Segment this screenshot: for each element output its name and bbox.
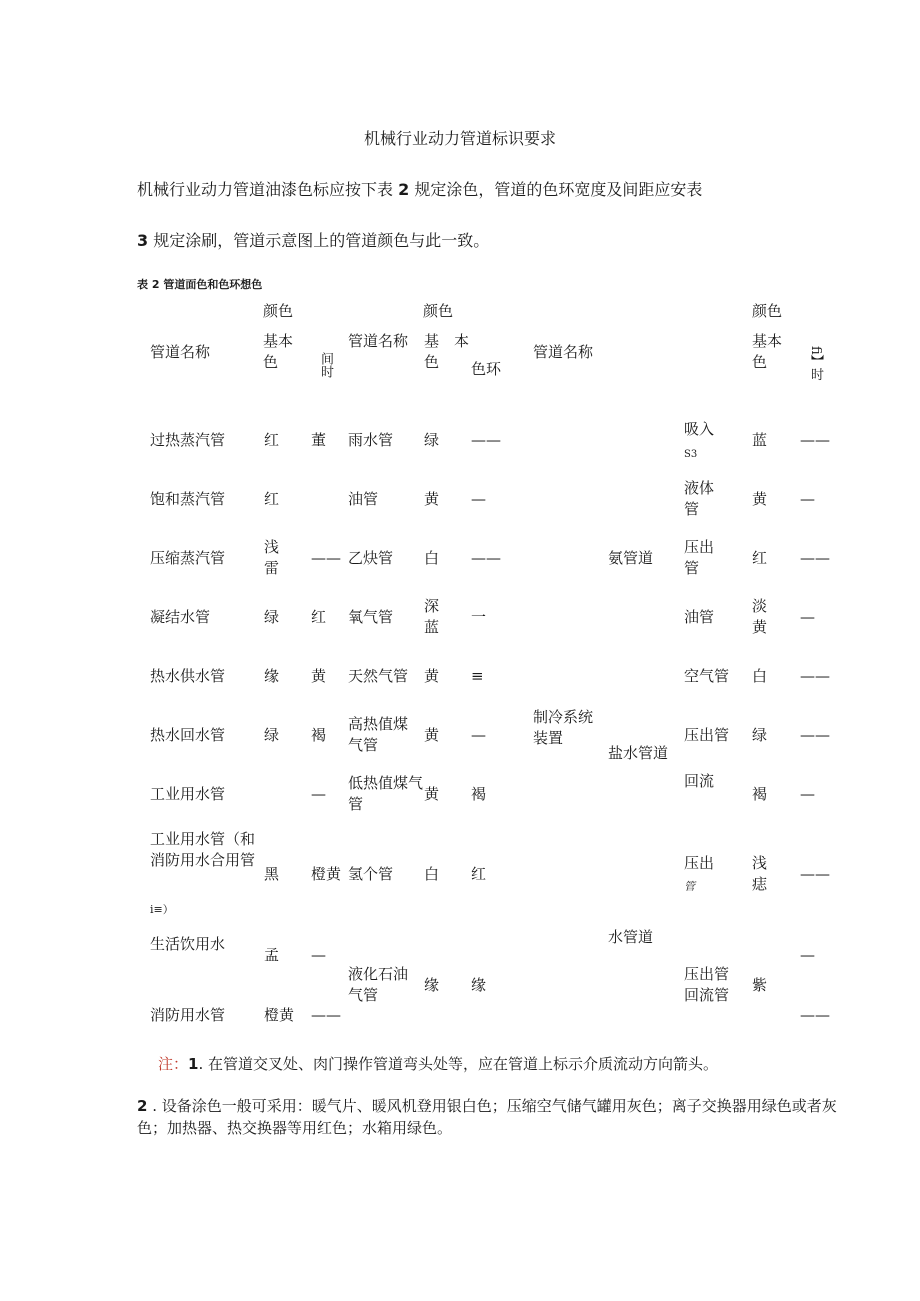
c3-r8-sub: 管 [684, 880, 695, 893]
c1-r1-base: 红 [264, 431, 280, 449]
intro-line-2 [137, 228, 489, 251]
c2-r1-ring: —— [471, 431, 501, 449]
header-name-2: 管道名称 [348, 332, 409, 350]
header-ring-2: 色环 [471, 360, 502, 378]
c3-r1-name: 吸入 [684, 420, 715, 438]
c2-r5-ring: ≡ [471, 667, 484, 685]
c1-r1-name: 过热蒸汽管 [150, 431, 226, 449]
c2-r3-name: 乙炔管 [348, 549, 394, 567]
c3-r6-name: 压出管 [684, 726, 730, 744]
header-base-1: 基本色 [263, 332, 294, 371]
c1-r6-name: 热水回水管 [150, 726, 226, 744]
c3-r2-ring: — [800, 490, 815, 508]
c3-r5-ring: —— [800, 667, 830, 685]
c3-r3-ring: —— [800, 549, 830, 567]
c1-r4-name: 凝结水管 [150, 608, 211, 626]
note-2 [137, 1095, 837, 1139]
c3-r5-base: 白 [752, 667, 768, 685]
header-color-2: 颜色 [423, 302, 454, 320]
c1-r7-ring: — [311, 785, 326, 803]
c2-r8-base: 白 [424, 865, 440, 883]
c2-r2-ring: — [471, 490, 486, 508]
c3-r4-name: 油管 [684, 608, 715, 626]
c1-r3-name: 压缩蒸汽管 [150, 549, 226, 567]
c2-r4-base: 深蓝 [424, 597, 440, 636]
header-base-2a: 基 [424, 332, 440, 350]
c1-r10-ring: —— [311, 1006, 341, 1024]
c1-r5-ring: 黄 [311, 667, 327, 685]
c1-r10-name: 消防用水管 [150, 1006, 226, 1024]
c3-r6-ring: —— [800, 726, 830, 744]
header-name-3: 管道名称 [533, 343, 594, 361]
c3-r9-ring: — [800, 946, 815, 964]
header-name-1: 管道名称 [150, 343, 211, 361]
c1-r2-name: 饱和蒸汽管 [150, 490, 226, 508]
c3-group-label: 制冷系统装置 [533, 708, 594, 747]
c2-r6-base: 黄 [424, 726, 440, 744]
table-caption: 表 2 管道面色和色环想色 [137, 278, 263, 291]
header-base-2b: 色 [424, 353, 440, 371]
c1-r3-ring: —— [311, 549, 341, 567]
c3-r3-base: 红 [752, 549, 768, 567]
c3-sub-ammonia: 氨管道 [608, 549, 654, 567]
c3-r7-ring: — [800, 785, 815, 803]
c3-r3-name: 压出管 [684, 538, 715, 577]
c3-r9-ring-2: —— [800, 1006, 830, 1024]
c3-r2-name: 液体管 [684, 479, 715, 518]
intro-table-ref-2: 3 [137, 231, 149, 250]
c1-r9-base: 孟 [264, 946, 280, 964]
c3-r7-name: 回流 [684, 772, 715, 790]
c2-r7-ring: 褐 [471, 785, 487, 803]
c1-r2-base: 红 [264, 490, 280, 508]
c1-r3-base: 浅雷 [264, 538, 280, 577]
c2-r9-base: 缘 [424, 976, 440, 994]
c1-r6-ring: 褐 [311, 726, 327, 744]
c3-r6-base: 绿 [752, 726, 768, 744]
intro-text-a: 机械行业动力管道油漆色标应按下表 [137, 180, 394, 199]
c3-r8-ring: —— [800, 865, 830, 883]
note-1-text: . 在管道交叉处、肉门操作管道弯头处等，应在管道上标示介质流动方向箭头。 [198, 1055, 718, 1073]
c3-sub-brine: 盐水管道 [608, 744, 669, 762]
intro-table-ref: 2 [398, 180, 410, 199]
header-ring-3: fi】时 [808, 346, 823, 381]
header-ben-2: 本 [454, 332, 470, 350]
c2-r1-name: 雨水管 [348, 431, 394, 449]
note-2-num: 2 [137, 1097, 148, 1115]
c2-r8-name: 氢个管 [348, 865, 394, 883]
c3-r1-sub: S3 [684, 449, 698, 460]
c3-r9-name: 压出管回流管 [684, 965, 730, 1004]
c1-r8-base: 黑 [264, 865, 280, 883]
note-1 [158, 1053, 718, 1074]
intro-line-1 [137, 177, 702, 200]
page-title: 机械行业动力管道标识要求 [363, 129, 556, 148]
c3-r4-ring: — [800, 608, 815, 626]
c2-r7-name: 低热值煤气管 [348, 774, 424, 813]
c1-r7-name: 工业用水管 [150, 785, 226, 803]
c3-r8-name: 压出 [684, 854, 715, 872]
c1-r4-ring: 红 [311, 608, 327, 626]
header-color-1: 颜色 [263, 302, 294, 320]
c2-r8-ring: 红 [471, 865, 487, 883]
note-label: 注： [158, 1055, 189, 1073]
c2-r9-name: 液化石油气管 [348, 965, 409, 1004]
c2-r5-name: 天然气管 [348, 667, 409, 685]
intro-text-c: 规定涂刷，管道示意图上的管道颜色与此一致。 [153, 231, 490, 250]
c1-r4-base: 绿 [264, 608, 280, 626]
c2-r2-base: 黄 [424, 490, 440, 508]
c2-r6-ring: — [471, 726, 486, 744]
c1-r5-name: 热水供水管 [150, 667, 226, 685]
c2-r4-name: 氧气管 [348, 608, 394, 626]
header-color-3: 颜色 [752, 302, 783, 320]
c3-r9-base: 紫 [752, 976, 768, 994]
c1-r9-name: 生活饮用水 [150, 935, 226, 953]
c3-r1-base: 蓝 [752, 431, 768, 449]
c1-r8-ring: 橙黄 [311, 865, 342, 883]
c2-r5-base: 黄 [424, 667, 440, 685]
c2-r3-base: 白 [424, 549, 440, 567]
c1-r6-base: 绿 [264, 726, 280, 744]
c2-r1-base: 绿 [424, 431, 440, 449]
c1-r10-base: 橙黄 [264, 1006, 295, 1024]
note-1-num: 1 [188, 1055, 199, 1073]
c3-r5-name: 空气管 [684, 667, 730, 685]
c3-r4-base: 淡黄 [752, 597, 768, 636]
c1-r1-ring: 董 [311, 431, 327, 449]
c1-r5-base: 缘 [264, 667, 280, 685]
c3-r1-ring: —— [800, 431, 830, 449]
c3-r8-base: 浅痣 [752, 854, 768, 893]
c2-r4-ring: 一 [471, 608, 487, 626]
header-base-3: 基本色 [752, 332, 783, 371]
c3-r2-base: 黄 [752, 490, 768, 508]
note-2-text: . 设备涂色一般可采用：暖气片、暖风机登用银白色；压缩空气储气罐用灰色；离子交换器用绿色或者灰色；加热器、热交换器等用红色；水箱用绿色。 [137, 1097, 837, 1137]
c3-sub-water: 水管道 [608, 928, 654, 946]
intro-text-b: 规定涂色，管道的色环宽度及间距应安表 [414, 180, 703, 199]
c1-r8-name-tail: i≡） [150, 903, 174, 916]
header-ring-1: 间时 [318, 352, 333, 378]
c2-r9-ring: 缘 [471, 976, 487, 994]
c3-r7-base: 褐 [752, 785, 768, 803]
c1-r8-name: 工业用水管（和消防用水合用管 [150, 830, 256, 869]
c2-r6-name: 高热值煤气管 [348, 715, 409, 754]
c2-r3-ring: —— [471, 549, 501, 567]
c2-r7-base: 黄 [424, 785, 440, 803]
c2-r2-name: 油管 [348, 490, 379, 508]
c1-r9-ring: — [311, 946, 326, 964]
